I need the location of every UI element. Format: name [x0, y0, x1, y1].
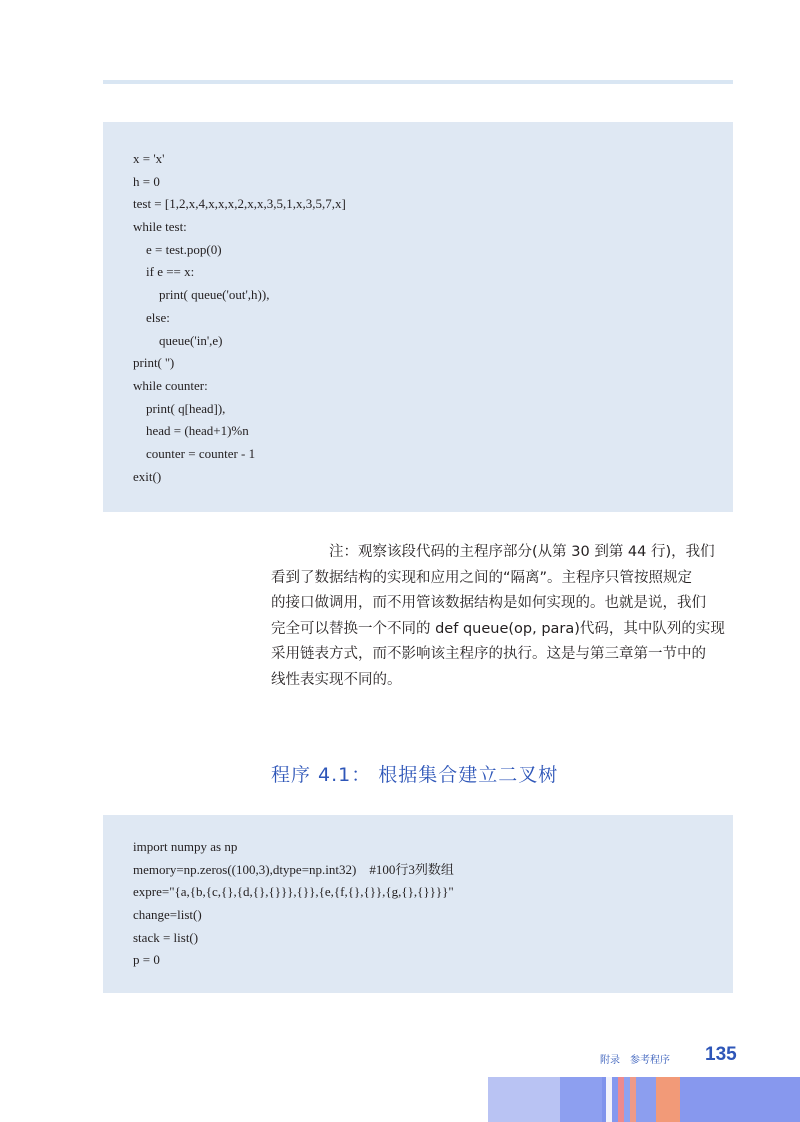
deco-stripe	[636, 1077, 656, 1122]
code-block-2	[103, 815, 733, 993]
code-line: queue('in',e)	[133, 332, 223, 348]
note-line: 采用链表方式，而不影响该主程序的执行。这是与第三章第一节中的	[271, 646, 706, 662]
code-line: print( q[head]),	[133, 400, 226, 416]
note-line: 看到了数据结构的实现和应用之间的“隔离”。主程序只管按照规定	[271, 569, 693, 586]
code-line: expre="{a,{b,{c,{},{d,{},{}}},{}},{e,{f,{},{}},{g,{},{}}}}"	[133, 884, 454, 900]
note-line: 线性表实现不同的。	[271, 671, 402, 688]
deco-stripe	[680, 1077, 800, 1122]
code-line: change=list()	[133, 907, 202, 923]
code-line: exit()	[133, 468, 162, 484]
code-line: stack = list()	[133, 929, 199, 945]
code-line: counter = counter - 1	[133, 445, 256, 461]
code-line: head = (head+1)%n	[133, 423, 249, 439]
code-line: test = [1,2,x,4,x,x,x,2,x,x,3,5,1,x,3,5,7,x]	[133, 196, 346, 212]
header-rule	[103, 80, 733, 84]
code-line: x = 'x'	[133, 151, 165, 166]
code-line: print( '')	[133, 355, 175, 371]
code-line: import numpy as np	[133, 839, 238, 854]
code-line: memory=np.zeros((100,3),dtype=np.int32) #100行3列数组	[133, 861, 454, 877]
note-line: 完全可以替换一个不同的 def queue(op, para)代码，其中队列的实现	[271, 620, 725, 637]
code-line: while test:	[133, 219, 187, 235]
code-line: while counter:	[133, 377, 208, 393]
footer-section-label: 附录 参考程序	[600, 1055, 670, 1066]
code-block-1	[103, 122, 733, 512]
note-paragraph	[271, 540, 735, 693]
code-line: print( queue('out',h)),	[133, 287, 270, 303]
deco-stripe	[560, 1077, 602, 1122]
note-line: 注：观察该段代码的主程序部分(从第 30 到第 44 行)，我们	[329, 544, 715, 560]
deco-stripe	[488, 1077, 560, 1122]
code-line: e = test.pop(0)	[133, 241, 222, 257]
code-line: if e == x:	[133, 264, 195, 280]
code-line: else:	[133, 309, 170, 325]
page-number: 135	[705, 1044, 737, 1065]
note-line: 的接口做调用，而不用管该数据结构是如何实现的。也就是说，我们	[271, 595, 706, 611]
deco-stripe	[656, 1077, 680, 1122]
section-title: 程序 4.1： 根据集合建立二叉树	[271, 764, 559, 786]
code-line: h = 0	[133, 173, 160, 189]
code-line: p = 0	[133, 952, 160, 968]
